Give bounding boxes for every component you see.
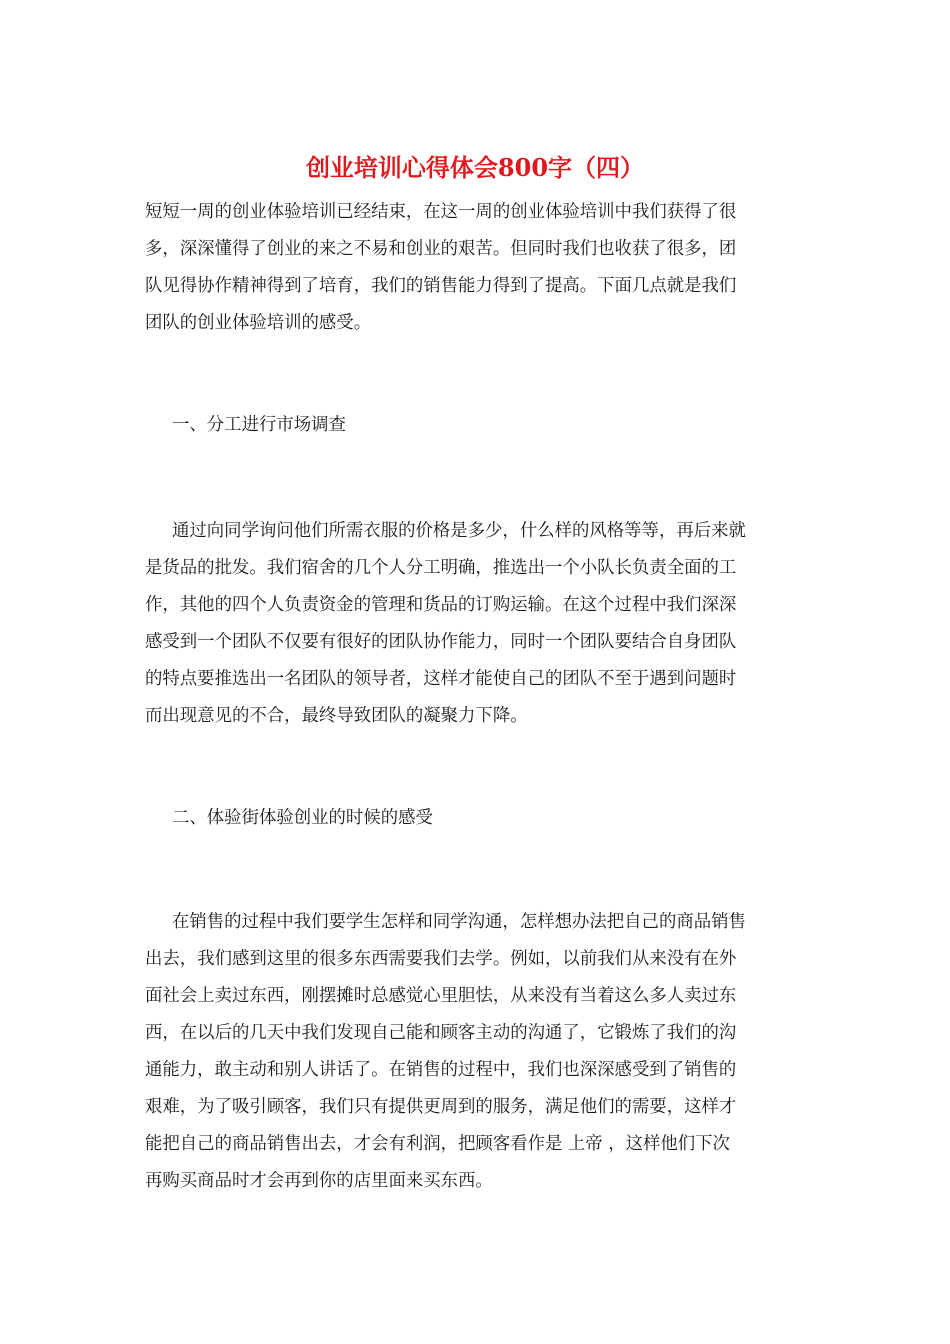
intro-paragraph: [145, 194, 805, 342]
section-1-paragraph: [145, 513, 805, 735]
text-line: 而出现意见的不合，最终导致团队的凝聚力下降。: [145, 706, 528, 726]
text-line: 艰难，为了吸引顾客，我们只有提供更周到的服务，满足他们的需要，这样才: [145, 1097, 737, 1117]
text-line: 通能力，敢主动和别人讲话了。在销售的过程中，我们也深深感受到了销售的: [145, 1060, 737, 1080]
text-line: 能把自己的商品销售出去，才会有利润，把顾客看作是 上帝 ，这样他们下次: [145, 1134, 730, 1154]
text-line: 短短一周的创业体验培训已经结束，在这一周的创业体验培训中我们获得了很: [145, 202, 737, 222]
text-line: 感受到一个团队不仅要有很好的团队协作能力，同时一个团队要结合自身团队: [145, 632, 737, 652]
text-line: 西，在以后的几天中我们发现自己能和顾客主动的沟通了，它锻炼了我们的沟: [145, 1023, 737, 1043]
document-title: 创业培训心得体会800字（四）: [305, 153, 645, 182]
text-line: 队见得协作精神得到了培育，我们的销售能力得到了提高。下面几点就是我们: [145, 276, 737, 296]
text-line: 的特点要推选出一名团队的领导者，这样才能使自己的团队不至于遇到问题时: [145, 669, 737, 689]
text-line: 出去，我们感到这里的很多东西需要我们去学。例如，以前我们从来没有在外: [145, 949, 737, 969]
text-line: 面社会上卖过东西，刚摆摊时总感觉心里胆怯，从来没有当着这么多人卖过东: [145, 986, 737, 1006]
text-line: 多，深深懂得了创业的来之不易和创业的艰苦。但同时我们也收获了很多，团: [145, 239, 737, 259]
section-heading-1: 一、分工进行市场调查: [172, 415, 346, 435]
text-line: 通过向同学询问他们所需衣服的价格是多少，什么样的风格等等，再后来就: [172, 521, 746, 541]
text-line: 团队的创业体验培训的感受。: [145, 313, 372, 333]
text-line: 在销售的过程中我们要学生怎样和同学沟通，怎样想办法把自己的商品销售: [172, 912, 746, 932]
text-line: 作，其他的四个人负责资金的管理和货品的订购运输。在这个过程中我们深深: [145, 595, 737, 615]
section-2-paragraph: [145, 904, 805, 1200]
text-line: 是货品的批发。我们宿舍的几个人分工明确，推选出一个小队长负责全面的工: [145, 558, 737, 578]
text-line: 再购买商品时才会再到你的店里面来买东西。: [145, 1171, 493, 1191]
section-heading-2: 二、体验街体验创业的时候的感受: [172, 808, 433, 828]
